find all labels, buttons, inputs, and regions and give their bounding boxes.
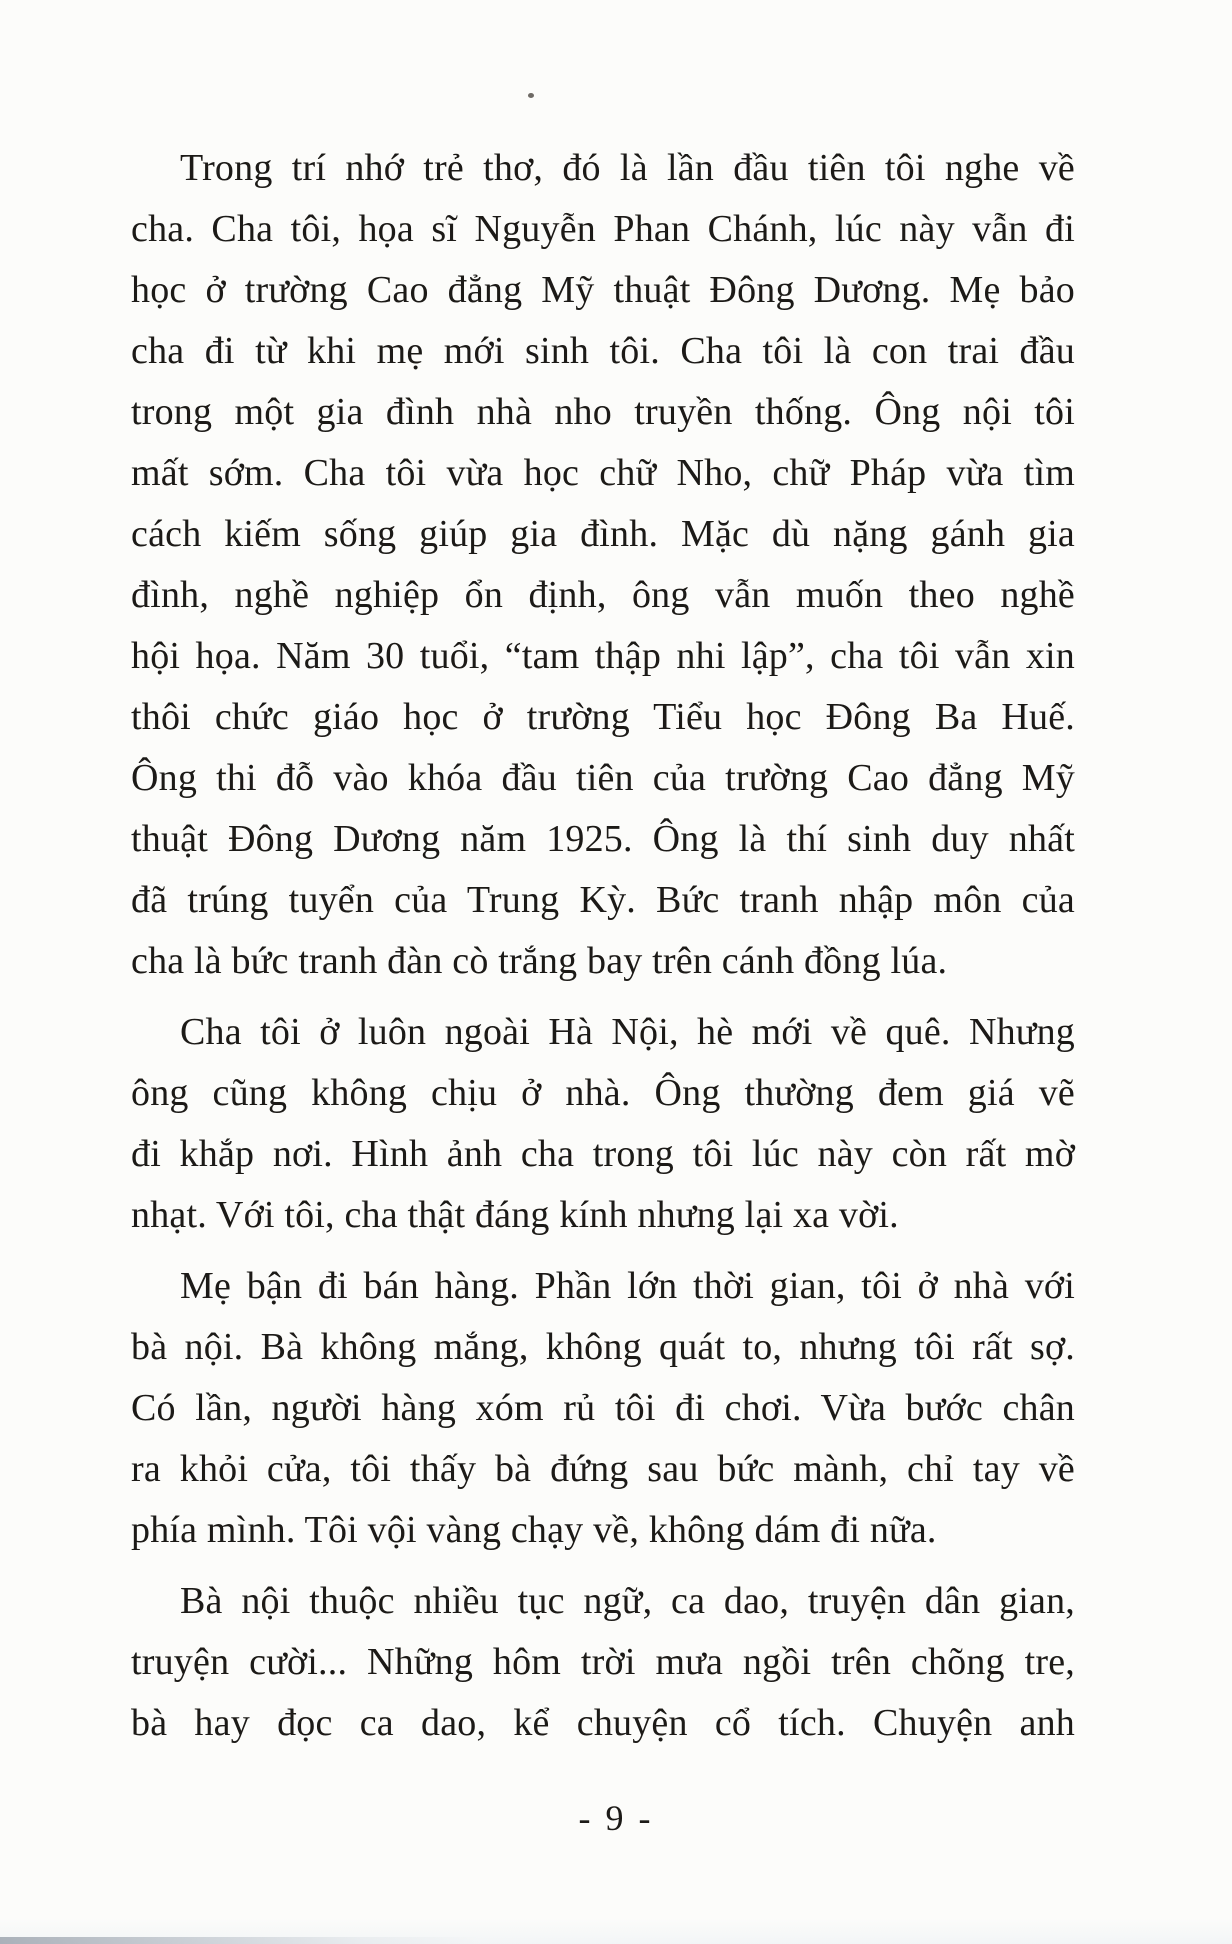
text-line: bà hay đọc ca dao, kể chuyện cổ tích. Chuyện anh <box>131 1702 1075 1744</box>
text-line: Trong trí nhớ trẻ thơ, đó là lần đầu tiên tôi nghe về <box>180 147 1075 189</box>
text-line: nhạt. Với tôi, cha thật đáng kính nhưng lại xa vời. <box>131 1194 899 1236</box>
text-line: cha đi từ khi mẹ mới sinh tôi. Cha tôi là con trai đầu <box>131 330 1075 372</box>
text-line: học ở trường Cao đẳng Mỹ thuật Đông Dương. Mẹ bảo <box>131 269 1075 311</box>
text-line: bà nội. Bà không mắng, không quát to, nhưng tôi rất sợ. <box>131 1326 1075 1368</box>
scan-dot-artifact <box>528 93 534 98</box>
text-line: hội họa. Năm 30 tuổi, “tam thập nhi lập”, cha tôi vẫn xin <box>131 635 1075 677</box>
text-line: Bà nội thuộc nhiều tục ngữ, ca dao, truyện dân gian, <box>180 1580 1075 1622</box>
paragraph <box>131 1002 1075 1246</box>
text-line: mất sớm. Cha tôi vừa học chữ Nho, chữ Pháp vừa tìm <box>131 452 1075 494</box>
text-line: ông cũng không chịu ở nhà. Ông thường đem giá vẽ <box>131 1072 1075 1114</box>
text-line: Cha tôi ở luôn ngoài Hà Nội, hè mới về quê. Nhưng <box>180 1011 1075 1053</box>
text-line: phía mình. Tôi vội vàng chạy về, không dám đi nữa. <box>131 1509 937 1551</box>
paragraph <box>131 138 1075 992</box>
text-line: Ông thi đỗ vào khóa đầu tiên của trường Cao đẳng Mỹ <box>131 757 1075 799</box>
text-line: truyện cười... Những hôm trời mưa ngồi trên chõng tre, <box>131 1641 1075 1683</box>
scan-edge-artifact <box>0 1937 480 1944</box>
paragraph <box>131 1256 1075 1561</box>
text-line: cha là bức tranh đàn cò trắng bay trên cánh đồng lúa. <box>131 940 948 982</box>
text-line: trong một gia đình nhà nho truyền thống. Ông nội tôi <box>131 391 1075 433</box>
text-line: đình, nghề nghiệp ổn định, ông vẫn muốn theo nghề <box>131 574 1075 616</box>
text-line: cách kiếm sống giúp gia đình. Mặc dù nặng gánh gia <box>131 513 1075 555</box>
paragraph <box>131 1571 1075 1754</box>
text-line: đã trúng tuyển của Trung Kỳ. Bức tranh nhập môn của <box>131 879 1075 921</box>
text-line: thôi chức giáo học ở trường Tiểu học Đông Ba Huế. <box>131 696 1075 738</box>
text-line: Mẹ bận đi bán hàng. Phần lớn thời gian, tôi ở nhà với <box>180 1265 1075 1307</box>
text-block <box>131 138 1075 1754</box>
text-line: đi khắp nơi. Hình ảnh cha trong tôi lúc này còn rất mờ <box>131 1133 1075 1175</box>
text-line: thuật Đông Dương năm 1925. Ông là thí sinh duy nhất <box>131 818 1075 860</box>
page-number: - 9 - <box>578 1798 654 1838</box>
text-line: cha. Cha tôi, họa sĩ Nguyễn Phan Chánh, lúc này vẫn đi <box>131 208 1075 250</box>
text-line: Có lần, người hàng xóm rủ tôi đi chơi. Vừa bước chân <box>131 1387 1075 1429</box>
text-line: ra khỏi cửa, tôi thấy bà đứng sau bức mành, chỉ tay về <box>131 1448 1075 1490</box>
